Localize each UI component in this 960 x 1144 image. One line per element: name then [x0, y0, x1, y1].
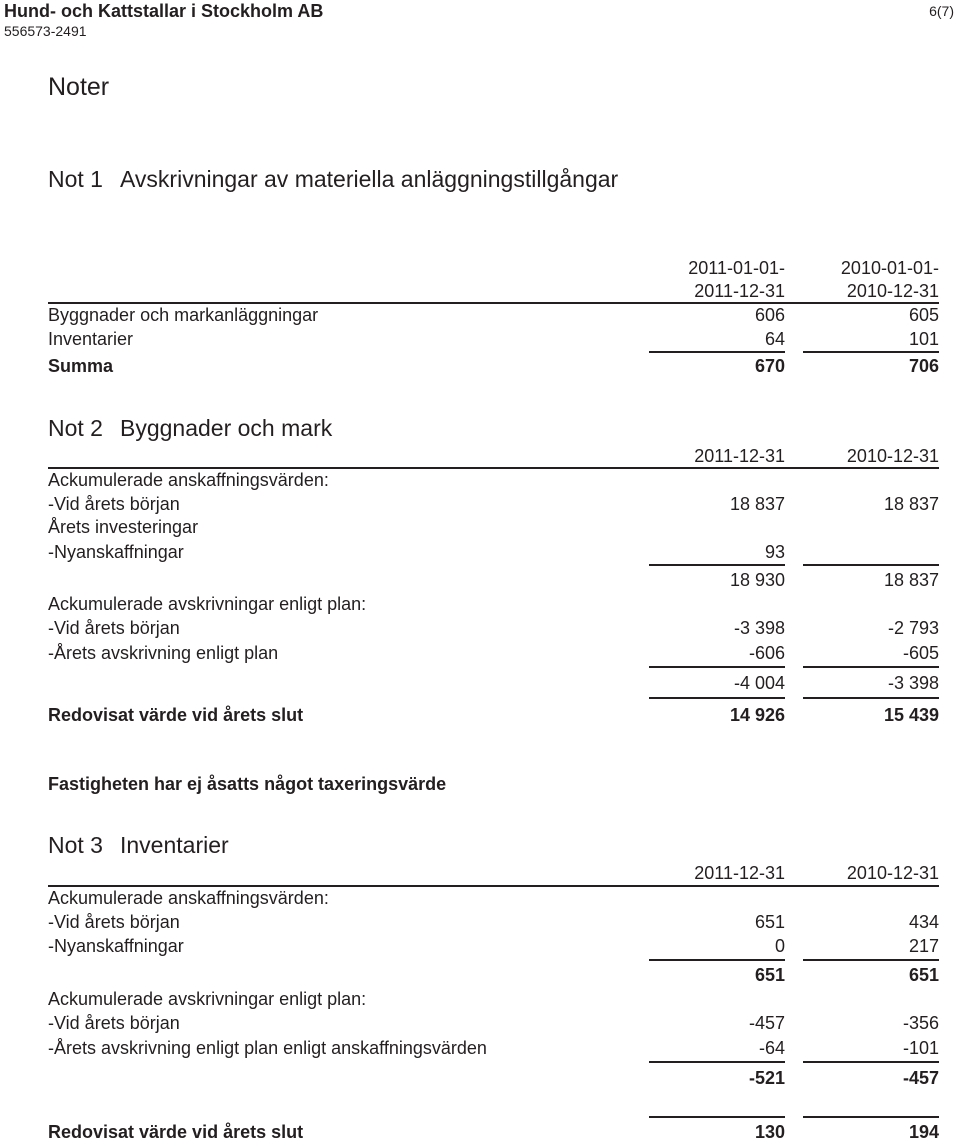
table-row [48, 468, 939, 492]
value-2010: 194 [908, 1122, 939, 1142]
total-rule [649, 1116, 785, 1118]
row-label: -Vid årets början [48, 618, 180, 638]
total-rule [803, 1116, 939, 1118]
page-number: 6(7) [929, 3, 954, 19]
value-2010: 101 [908, 329, 939, 349]
table-row-total [48, 354, 939, 378]
row-label: Redovisat värde vid årets slut [48, 1122, 304, 1142]
subtotal-rule [649, 959, 785, 961]
note2-heading [48, 415, 332, 442]
value-2010: 18 837 [883, 570, 939, 590]
table-row [48, 910, 939, 934]
note2-col1-header: 2011-12-31 [694, 446, 785, 466]
value-2011: 14 926 [729, 705, 785, 725]
value-2010: 217 [908, 936, 939, 956]
value-2010: -101 [902, 1038, 939, 1058]
subtotal-rule [803, 564, 939, 566]
row-label: Redovisat värde vid årets slut [48, 705, 304, 725]
value-2011: 606 [754, 305, 785, 325]
table-row [48, 987, 939, 1011]
company-name: Hund- och Kattstallar i Stockholm AB [4, 1, 324, 21]
note3-col1-header: 2011-12-31 [694, 863, 785, 883]
note1-heading [48, 166, 618, 193]
table-row [48, 616, 939, 640]
value-2010: -2 793 [887, 618, 939, 638]
table-row [48, 303, 939, 327]
note2-col2-header: 2010-12-31 [846, 446, 939, 466]
table-row [48, 1036, 939, 1060]
note3-heading [48, 832, 229, 859]
value-2011: -457 [748, 1013, 785, 1033]
subtotal-rule [803, 959, 939, 961]
table-row [48, 327, 939, 351]
note3-number: Not 3 [48, 832, 103, 858]
row-label: Byggnader och markanläggningar [48, 305, 319, 325]
row-label: -Årets avskrivning enligt plan enligt anskaffningsvärden [48, 1038, 487, 1058]
value-2011: 651 [754, 912, 785, 932]
subtotal-rule [649, 666, 785, 668]
subtotal-rule [649, 564, 785, 566]
row-label: -Nyanskaffningar [48, 936, 184, 956]
value-2010: 605 [908, 305, 939, 325]
row-label: -Vid årets början [48, 494, 180, 514]
row-label: -Årets avskrivning enligt plan [48, 643, 279, 663]
table-row-total [48, 1120, 939, 1144]
value-2011: -521 [748, 1068, 785, 1088]
value-2011: 670 [754, 356, 785, 376]
row-label: Ackumulerade anskaffningsvärden: [48, 888, 329, 908]
org-number: 556573-2491 [4, 23, 87, 39]
subtotal-row [48, 1066, 939, 1090]
value-2010: -356 [902, 1013, 939, 1033]
subtotal-rule [803, 666, 939, 668]
section-title: Noter [48, 73, 110, 101]
subtotal-row [48, 568, 939, 592]
value-2011: 130 [754, 1122, 785, 1142]
note1-title: Avskrivningar av materiella anläggningstillgångar [120, 166, 619, 192]
note1-col1-header-line2: 2011-12-31 [694, 281, 785, 301]
value-2010: 706 [908, 356, 939, 376]
value-2011: 64 [764, 329, 785, 349]
value-2010: -3 398 [887, 673, 939, 693]
note1-col2-header-line1: 2010-01-01- [840, 258, 939, 278]
value-2010: -457 [902, 1068, 939, 1088]
value-2011: 18 837 [729, 494, 785, 514]
note2-footnote: Fastigheten har ej åsatts något taxeringsvärde [48, 774, 447, 794]
subtotal-row [48, 963, 939, 987]
value-2010: 15 439 [883, 705, 939, 725]
table-row [48, 1011, 939, 1035]
value-2011: -4 004 [733, 673, 785, 693]
row-label: -Nyanskaffningar [48, 542, 184, 562]
note1-col2-header-line2: 2010-12-31 [846, 281, 939, 301]
value-2011: 651 [754, 965, 785, 985]
note2-number: Not 2 [48, 415, 103, 441]
value-2011: 18 930 [729, 570, 785, 590]
table-row [48, 492, 939, 516]
row-label: Årets investeringar [48, 517, 199, 537]
value-2011: -64 [758, 1038, 785, 1058]
row-label: Ackumulerade anskaffningsvärden: [48, 470, 329, 490]
value-2011: -3 398 [733, 618, 785, 638]
note1-number: Not 1 [48, 166, 103, 192]
subtotal-rule [803, 1061, 939, 1063]
table-row [48, 886, 939, 910]
total-rule [649, 697, 785, 699]
subtotal-rule [649, 351, 785, 353]
row-label: -Vid årets början [48, 912, 180, 932]
note2-title: Byggnader och mark [120, 415, 333, 441]
note3-title: Inventarier [120, 832, 229, 858]
row-label: Ackumulerade avskrivningar enligt plan: [48, 989, 367, 1009]
table-row [48, 515, 939, 539]
value-2010: 18 837 [883, 494, 939, 514]
table-row [48, 540, 939, 564]
value-2011: -606 [748, 643, 785, 663]
table-row [48, 641, 939, 665]
note1-col1-header-line1: 2011-01-01- [688, 258, 785, 278]
value-2011: 0 [774, 936, 785, 956]
value-2011: 93 [764, 542, 785, 562]
row-label: Inventarier [48, 329, 134, 349]
table-row [48, 934, 939, 958]
table-row [48, 592, 939, 616]
note3-col2-header: 2010-12-31 [846, 863, 939, 883]
subtotal-rule [803, 351, 939, 353]
row-label: Ackumulerade avskrivningar enligt plan: [48, 594, 367, 614]
total-rule [803, 697, 939, 699]
value-2010: 434 [908, 912, 939, 932]
subtotal-rule [649, 1061, 785, 1063]
row-label: Summa [48, 356, 114, 376]
value-2010: 651 [908, 965, 939, 985]
value-2010: -605 [902, 643, 939, 663]
subtotal-row [48, 671, 939, 695]
table-row-total [48, 703, 939, 727]
row-label: -Vid årets början [48, 1013, 180, 1033]
